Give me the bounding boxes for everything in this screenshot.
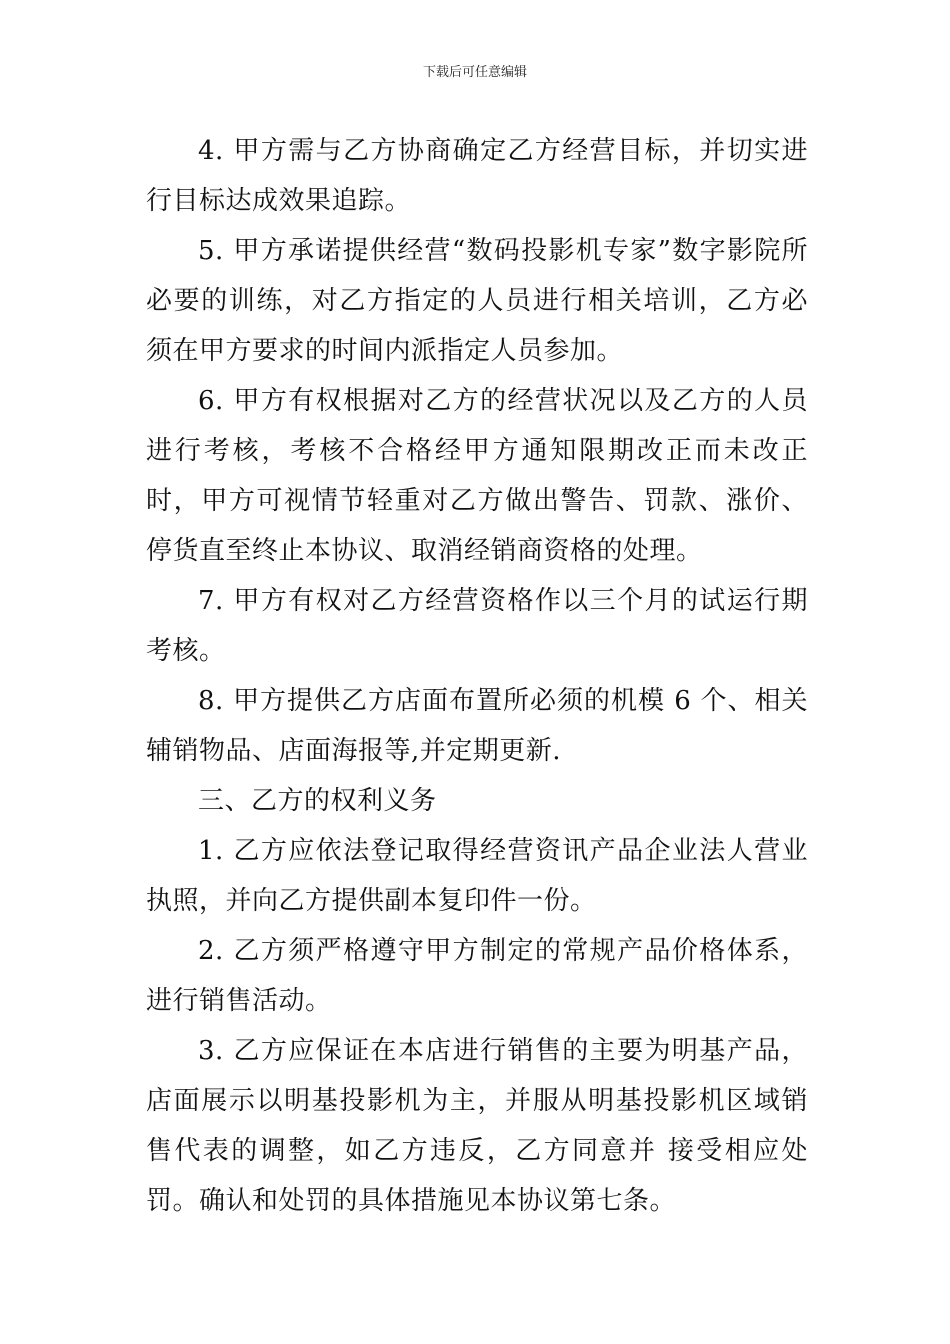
paragraph-b-item-1: 1. 乙方应依法登记取得经营资讯产品企业法人营业执照，并向乙方提供副本复印件一份。 <box>146 836 808 916</box>
document-body <box>146 126 808 1226</box>
page-header: 下载后可任意编辑 <box>422 65 527 80</box>
paragraph-item-7: 7. 甲方有权对乙方经营资格作以三个月的试运行期考核。 <box>146 586 808 666</box>
paragraph-item-5: 5. 甲方承诺提供经营“数码投影机专家”数字影院所必要的训练，对乙方指定的人员进行相关培训，乙方必须在甲方要求的时间内派指定人员参加。 <box>146 236 808 366</box>
paragraph-item-4: 4. 甲方需与乙方协商确定乙方经营目标，并切实进行目标达成效果追踪。 <box>146 136 808 216</box>
section-heading-party-b: 三、乙方的权利义务 <box>198 786 437 816</box>
paragraph-b-item-2: 2. 乙方须严格遵守甲方制定的常规产品价格体系，进行销售活动。 <box>146 936 808 1016</box>
paragraph-item-6: 6. 甲方有权根据对乙方的经营状况以及乙方的人员进行考核，考核不合格经甲方通知限期改正而未改正时，甲方可视情节轻重对乙方做出警告、罚款、涨价、停货直至终止本协议、取消经销商资格的处理。 <box>146 386 808 566</box>
paragraph-item-8: 8. 甲方提供乙方店面布置所必须的机模 6 个、相关辅销物品、店面海报等,并定期更新. <box>146 686 808 766</box>
paragraph-b-item-3: 3. 乙方应保证在本店进行销售的主要为明基产品，店面展示以明基投影机为主，并服从明基投影机区域销售代表的调整，如乙方违反，乙方同意并 接受相应处罚。确认和处罚的具体措施见本协议第七条。 <box>146 1036 808 1216</box>
